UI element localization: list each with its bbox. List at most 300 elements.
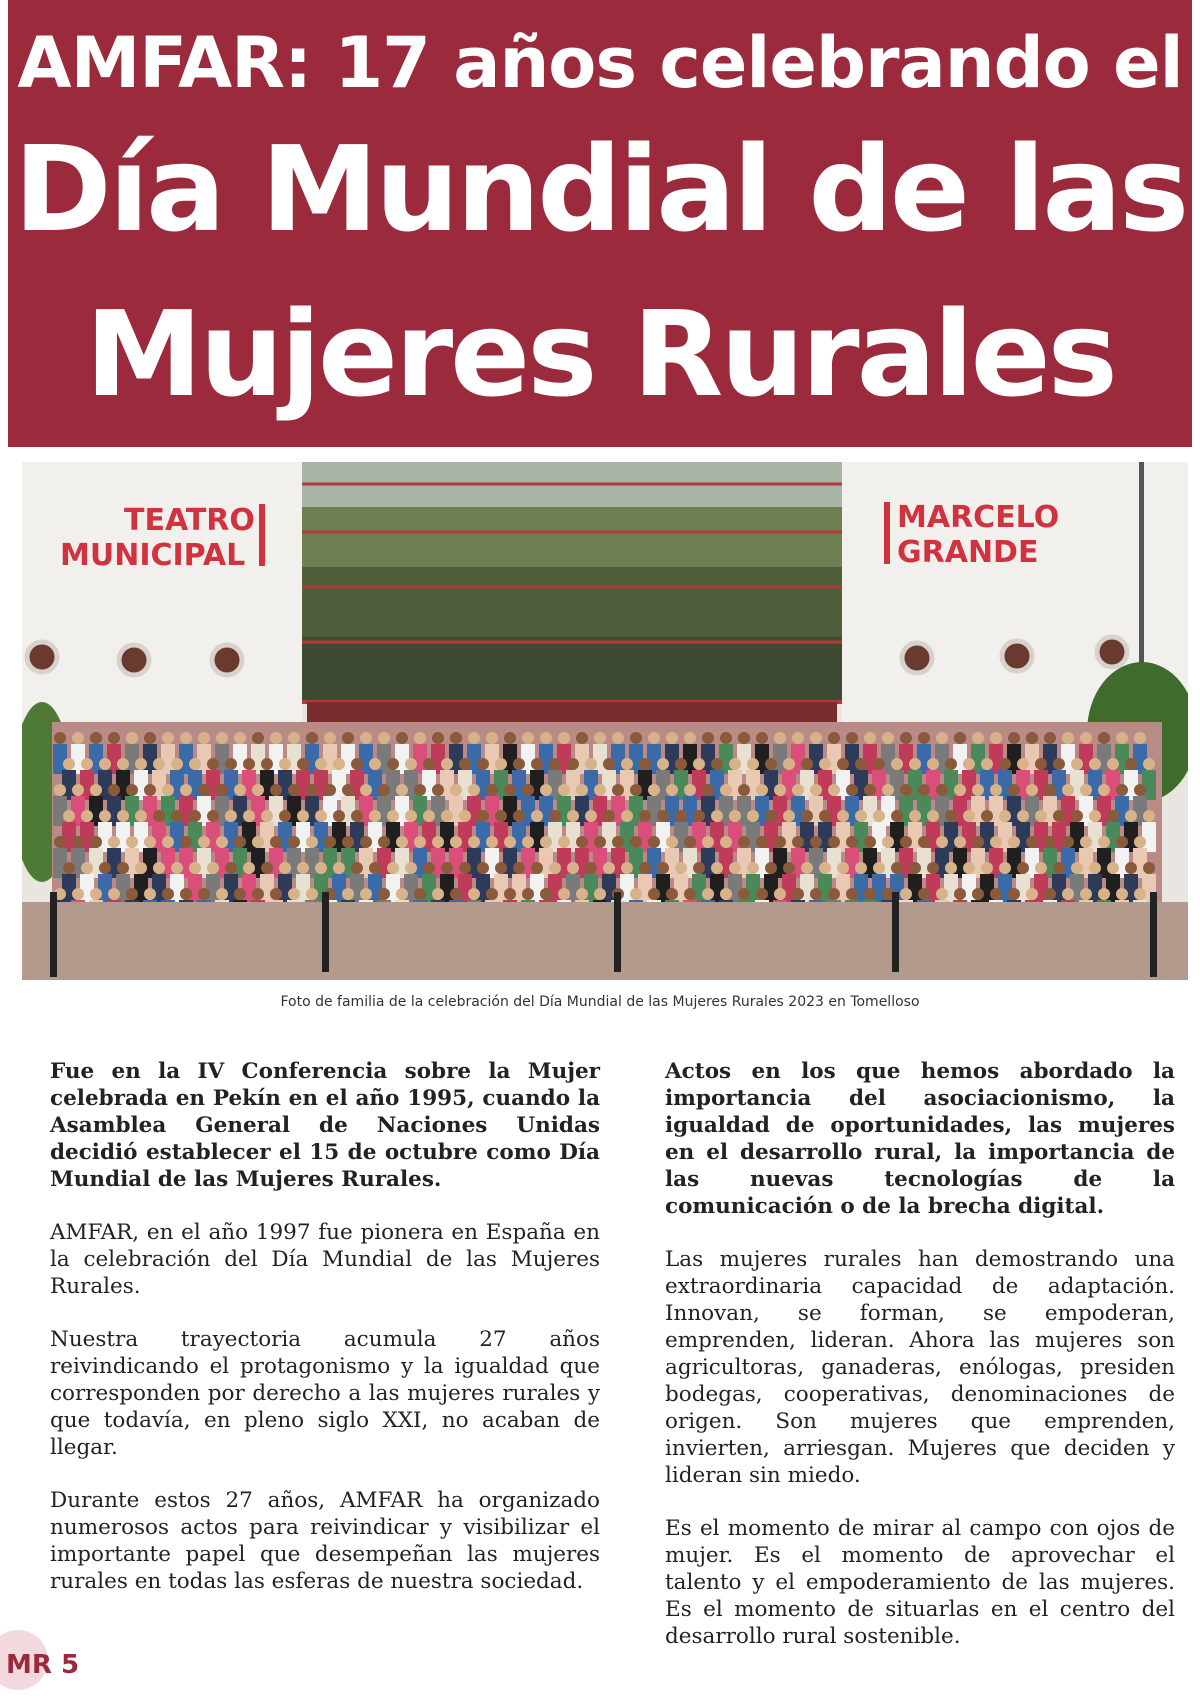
crowd-person-head <box>963 758 975 770</box>
crowd-person-head <box>1026 732 1038 744</box>
crowd-person-head <box>1134 888 1146 900</box>
crowd-person-body <box>566 770 580 800</box>
crowd-person-head <box>657 862 669 874</box>
crowd-person-head <box>387 758 399 770</box>
crowd-person-body <box>575 744 589 774</box>
crowd-person-head <box>1035 758 1047 770</box>
crowd-person-body <box>935 796 949 826</box>
crowd-person-body <box>188 874 202 904</box>
crowd-person-head <box>459 758 471 770</box>
crowd-person-head <box>1026 888 1038 900</box>
crowd-person-body <box>404 874 418 904</box>
crowd-person-body <box>998 874 1012 904</box>
crowd-person-head <box>261 810 273 822</box>
crowd-person-head <box>432 732 444 744</box>
crowd-person-body <box>863 744 877 774</box>
crowd-person-head <box>675 758 687 770</box>
crowd-person-head <box>216 888 228 900</box>
crowd-person-body <box>1088 874 1102 904</box>
crowd-person-head <box>702 836 714 848</box>
crowd-person-head <box>837 758 849 770</box>
crowd-person-head <box>1035 810 1047 822</box>
crowd-person-head <box>342 836 354 848</box>
crowd-person-body <box>1142 822 1156 852</box>
crowd-person-head <box>594 732 606 744</box>
crowd-person-head <box>648 732 660 744</box>
crowd-person-head <box>486 732 498 744</box>
crowd-person-head <box>972 836 984 848</box>
crowd-person-head <box>306 836 318 848</box>
crowd-person-head <box>1143 758 1155 770</box>
crowd-person-head <box>333 810 345 822</box>
crowd-person-body <box>404 822 418 852</box>
crowd-person-body <box>1052 874 1066 904</box>
crowd-person-body <box>1070 770 1084 800</box>
crowd-person-head <box>234 888 246 900</box>
crowd-person-head <box>846 732 858 744</box>
crowd-person-body <box>53 744 67 774</box>
crowd-person-head <box>819 810 831 822</box>
crowd-person-body <box>116 770 130 800</box>
crowd-person-body <box>251 744 265 774</box>
crowd-person-body <box>125 796 139 826</box>
crowd-person-body <box>989 848 1003 878</box>
group-photo <box>22 462 1188 980</box>
crowd-person-head <box>639 862 651 874</box>
crowd-person-head <box>495 758 507 770</box>
crowd-person-head <box>99 810 111 822</box>
crowd-person-head <box>693 862 705 874</box>
crowd-person-body <box>548 822 562 852</box>
crowd-person-head <box>891 810 903 822</box>
crowd-person-head <box>441 810 453 822</box>
crowd-person-body <box>224 822 238 852</box>
crowd-person-head <box>1008 784 1020 796</box>
crowd-person-body <box>179 796 193 826</box>
crowd-person-head <box>927 810 939 822</box>
crowd-person-body <box>746 822 760 852</box>
crowd-person-body <box>512 770 526 800</box>
crowd-person-head <box>801 862 813 874</box>
crowd-person-head <box>675 810 687 822</box>
crowd-person-head <box>603 862 615 874</box>
crowd-person-body <box>1079 796 1093 826</box>
crowd-person-body <box>629 848 643 878</box>
body-paragraph: Durante estos 27 años, AMFAR ha organizado numerosos actos para reivindicar y visibilizar el importante papel que desempeñan las mujeres rurales en todas las esferas de nuestra sociedad. <box>50 1488 600 1594</box>
crowd-person-body <box>557 744 571 774</box>
crowd-person-head <box>684 784 696 796</box>
crowd-person-body <box>935 744 949 774</box>
crowd-person-body <box>1133 744 1147 774</box>
crowd-person-body <box>845 796 859 826</box>
crowd-person-head <box>837 862 849 874</box>
crowd-person-body <box>422 874 436 904</box>
crowd-person-head <box>360 732 372 744</box>
crowd-person-body <box>683 796 697 826</box>
crowd-person-body <box>944 770 958 800</box>
crowd-person-body <box>935 848 949 878</box>
crowd-person-head <box>1116 784 1128 796</box>
crowd-person-body <box>143 796 157 826</box>
crowd-person-head <box>729 862 741 874</box>
crowd-person-head <box>261 862 273 874</box>
crowd-person-head <box>90 836 102 848</box>
crowd-person-body <box>1016 822 1030 852</box>
crowd-person-head <box>621 862 633 874</box>
crowd-person-body <box>152 822 166 852</box>
crowd-person-head <box>666 888 678 900</box>
crowd-person-head <box>1107 862 1119 874</box>
crowd-person-head <box>1044 888 1056 900</box>
crowd-person-head <box>450 784 462 796</box>
crowd-person-body <box>917 744 931 774</box>
crowd-person-head <box>576 784 588 796</box>
crowd-person-head <box>1026 784 1038 796</box>
crowd-person-head <box>1080 732 1092 744</box>
crowd-person-body <box>476 874 490 904</box>
crowd-person-body <box>530 874 544 904</box>
crowd-person-body <box>170 822 184 852</box>
crowd-person-head <box>180 888 192 900</box>
crowd-person-head <box>594 784 606 796</box>
crowd-person-head <box>711 862 723 874</box>
sign-left-line-1: TEATRO <box>124 503 255 538</box>
crowd-person-body <box>485 848 499 878</box>
crowd-person-head <box>882 732 894 744</box>
crowd-person-body <box>926 874 940 904</box>
crowd-person-body <box>296 770 310 800</box>
crowd-person-body <box>530 822 544 852</box>
crowd-person-body <box>917 796 931 826</box>
crowd-person-body <box>926 770 940 800</box>
crowd-person-body <box>782 874 796 904</box>
crowd-person-head <box>909 758 921 770</box>
crowd-person-body <box>323 848 337 878</box>
crowd-person-body <box>566 822 580 852</box>
crowd-person-body <box>125 744 139 774</box>
crowd-person-head <box>1026 836 1038 848</box>
crowd-person-body <box>449 796 463 826</box>
crowd-person-head <box>432 836 444 848</box>
crowd-person-head <box>972 784 984 796</box>
crowd-person-head <box>414 784 426 796</box>
crowd-person-head <box>522 784 534 796</box>
crowd-person-body <box>656 822 670 852</box>
crowd-person-head <box>108 732 120 744</box>
crowd-person-head <box>747 810 759 822</box>
crowd-person-body <box>53 796 67 826</box>
crowd-person-head <box>1053 862 1065 874</box>
crowd-person-head <box>873 758 885 770</box>
crowd-person-head <box>207 862 219 874</box>
crowd-person-head <box>396 732 408 744</box>
crowd-person-head <box>1062 784 1074 796</box>
crowd-person-body <box>89 848 103 878</box>
crowd-person-head <box>522 732 534 744</box>
crowd-person-body <box>566 874 580 904</box>
crowd-person-body <box>449 848 463 878</box>
crowd-person-body <box>116 822 130 852</box>
crowd-person-body <box>350 770 364 800</box>
crowd-person-head <box>855 758 867 770</box>
crowd-person-body <box>377 744 391 774</box>
crowd-person-body <box>80 822 94 852</box>
crowd-person-head <box>189 758 201 770</box>
crowd-person-head <box>378 732 390 744</box>
crowd-person-head <box>747 862 759 874</box>
crowd-person-body <box>278 874 292 904</box>
crowd-person-head <box>297 758 309 770</box>
crowd-person-head <box>729 810 741 822</box>
crowd-person-head <box>342 784 354 796</box>
crowd-person-head <box>783 758 795 770</box>
crowd-person-body <box>710 770 724 800</box>
crowd-person-head <box>243 862 255 874</box>
crowd-person-head <box>522 888 534 900</box>
crowd-person-head <box>117 758 129 770</box>
crowd-person-head <box>981 758 993 770</box>
crowd-person-body <box>206 770 220 800</box>
crowd-person-body <box>953 848 967 878</box>
crowd-person-body <box>71 744 85 774</box>
crowd-person-body <box>242 874 256 904</box>
crowd-person-body <box>710 822 724 852</box>
crowd-person-body <box>908 822 922 852</box>
crowd-person-body <box>881 848 895 878</box>
crowd-person-head <box>1116 732 1128 744</box>
crowd-person-head <box>162 732 174 744</box>
crowd-person-body <box>206 874 220 904</box>
crowd-person-head <box>234 784 246 796</box>
crowd-person-head <box>252 836 264 848</box>
crowd-person-head <box>306 888 318 900</box>
crowd-person-body <box>836 874 850 904</box>
crowd-person-body <box>728 874 742 904</box>
crowd-person-body <box>143 744 157 774</box>
crowd-person-head <box>864 888 876 900</box>
title-line-3: Mujeres Rurales <box>85 285 1115 423</box>
crowd-person-head <box>486 836 498 848</box>
crowd-person-head <box>918 888 930 900</box>
crowd-person-head <box>1062 836 1074 848</box>
crowd-person-head <box>216 732 228 744</box>
crowd-person-head <box>1098 784 1110 796</box>
crowd-person-body <box>890 770 904 800</box>
crowd-person-head <box>1080 836 1092 848</box>
crowd-person-body <box>953 744 967 774</box>
crowd-person-head <box>324 732 336 744</box>
crowd-person-head <box>558 732 570 744</box>
crowd-person-body <box>449 744 463 774</box>
crowd-person-body <box>323 796 337 826</box>
crowd-person-body <box>350 874 364 904</box>
crowd-person-head <box>162 888 174 900</box>
crowd-person-head <box>1134 784 1146 796</box>
crowd-person-head <box>567 862 579 874</box>
crowd-person-body <box>854 822 868 852</box>
crowd-person-body <box>845 744 859 774</box>
crowd-person-head <box>189 810 201 822</box>
crowd-person-body <box>98 874 112 904</box>
crowd-person-body <box>107 744 121 774</box>
crowd-person-head <box>369 862 381 874</box>
crowd-person-head <box>54 784 66 796</box>
crowd-person-body <box>701 848 715 878</box>
crowd-person-body <box>872 822 886 852</box>
crowd-person-head <box>765 810 777 822</box>
crowd-person-body <box>512 822 526 852</box>
crowd-person-body <box>179 744 193 774</box>
crowd-person-head <box>315 862 327 874</box>
crowd-person-body <box>791 744 805 774</box>
crowd-person-body <box>1034 770 1048 800</box>
crowd-person-head <box>1035 862 1047 874</box>
crowd-person-head <box>1125 862 1137 874</box>
crowd-person-head <box>306 732 318 744</box>
body-paragraph: Nuestra trayectoria acumula 27 años reivindicando el protagonismo y la igualdad que corresponden por derecho a las mujeres rurales y que todavía, en pleno siglo XXI, no acaban de llegar. <box>50 1327 600 1460</box>
crowd-person-head <box>540 888 552 900</box>
crowd-person-body <box>638 822 652 852</box>
crowd-person-head <box>270 732 282 744</box>
crowd-person-body <box>1124 770 1138 800</box>
crowd-person-body <box>197 744 211 774</box>
crowd-person-body <box>314 770 328 800</box>
crowd-person-body <box>359 744 373 774</box>
crowd-person-body <box>1025 796 1039 826</box>
crowd-person-head <box>252 732 264 744</box>
crowd-person-head <box>108 888 120 900</box>
crowd-person-body <box>1106 822 1120 852</box>
crowd-person-body <box>89 744 103 774</box>
crowd-person-head <box>702 732 714 744</box>
crowd-person-body <box>323 744 337 774</box>
crowd-person-body <box>1070 874 1084 904</box>
crowd-person-body <box>1124 874 1138 904</box>
crowd-person-body <box>602 822 616 852</box>
crowd-person-head <box>90 888 102 900</box>
crowd-person-head <box>342 732 354 744</box>
crowd-person-body <box>998 770 1012 800</box>
crowd-person-head <box>468 888 480 900</box>
crowd-person-body <box>260 822 274 852</box>
crowd-person-body <box>377 848 391 878</box>
crowd-person-head <box>126 732 138 744</box>
crowd-person-head <box>504 888 516 900</box>
crowd-person-body <box>575 848 589 878</box>
crowd-person-body <box>206 822 220 852</box>
crowd-person-head <box>1008 732 1020 744</box>
crowd-person-head <box>81 862 93 874</box>
crowd-person-body <box>1079 744 1093 774</box>
crowd-person-body <box>287 744 301 774</box>
crowd-person-head <box>495 862 507 874</box>
crowd-person-body <box>908 770 922 800</box>
crowd-person-body <box>557 796 571 826</box>
crowd-person-head <box>522 836 534 848</box>
crowd-person-head <box>414 836 426 848</box>
crowd-person-body <box>1124 822 1138 852</box>
crowd-person-head <box>252 784 264 796</box>
crowd-person-head <box>864 732 876 744</box>
crowd-person-head <box>216 836 228 848</box>
crowd-person-body <box>1142 770 1156 800</box>
crowd-person-body <box>170 874 184 904</box>
crowd-person-head <box>81 810 93 822</box>
crowd-person-head <box>990 784 1002 796</box>
crowd-person-head <box>792 732 804 744</box>
crowd-person-head <box>135 862 147 874</box>
crowd-person-head <box>450 836 462 848</box>
crowd-person-head <box>198 836 210 848</box>
crowd-person-head <box>810 836 822 848</box>
crowd-person-body <box>179 848 193 878</box>
crowd-person-body <box>494 822 508 852</box>
crowd-person-head <box>585 758 597 770</box>
crowd-person-body <box>620 770 634 800</box>
crowd-person-body <box>134 874 148 904</box>
crowd-person-body <box>197 796 211 826</box>
crowd-person-head <box>135 810 147 822</box>
crowd-person-head <box>756 888 768 900</box>
crowd-person-body <box>503 848 517 878</box>
crowd-person-body <box>422 770 436 800</box>
crowd-person-head <box>666 732 678 744</box>
crowd-person-body <box>1097 796 1111 826</box>
crowd-person-head <box>144 784 156 796</box>
crowd-person-body <box>701 796 715 826</box>
crowd-person-body <box>350 822 364 852</box>
crowd-person-head <box>153 758 165 770</box>
crowd-person-head <box>540 784 552 796</box>
crowd-person-body <box>530 770 544 800</box>
crowd-person-body <box>224 874 238 904</box>
crowd-person-head <box>558 784 570 796</box>
crowd-person-head <box>1116 888 1128 900</box>
crowd-person-head <box>351 862 363 874</box>
crowd-person-body <box>332 874 346 904</box>
crowd-person-head <box>1116 836 1128 848</box>
crowd-person-head <box>207 758 219 770</box>
crowd-person-body <box>215 796 229 826</box>
crowd-person-head <box>585 862 597 874</box>
crowd-person-head <box>927 862 939 874</box>
crowd-person-head <box>954 836 966 848</box>
crowd-person-head <box>639 810 651 822</box>
crowd-person-head <box>918 784 930 796</box>
crowd-person-body <box>1133 848 1147 878</box>
crowd-person-head <box>648 888 660 900</box>
crowd-person-body <box>611 796 625 826</box>
crowd-person-head <box>513 862 525 874</box>
crowd-person-head <box>378 836 390 848</box>
crowd-person-body <box>647 796 661 826</box>
crowd-person-head <box>198 784 210 796</box>
crowd-person-head <box>1107 810 1119 822</box>
crowd-person-body <box>224 770 238 800</box>
crowd-person-body <box>989 744 1003 774</box>
crowd-person-head <box>549 862 561 874</box>
crowd-person-body <box>539 848 553 878</box>
crowd-person-head <box>855 862 867 874</box>
crowd-person-body <box>341 744 355 774</box>
crowd-person-head <box>81 758 93 770</box>
crowd-person-head <box>873 810 885 822</box>
crowd-person-body <box>305 796 319 826</box>
crowd-person-body <box>998 822 1012 852</box>
crowd-person-body <box>440 822 454 852</box>
crowd-person-head <box>486 888 498 900</box>
crowd-person-head <box>378 784 390 796</box>
